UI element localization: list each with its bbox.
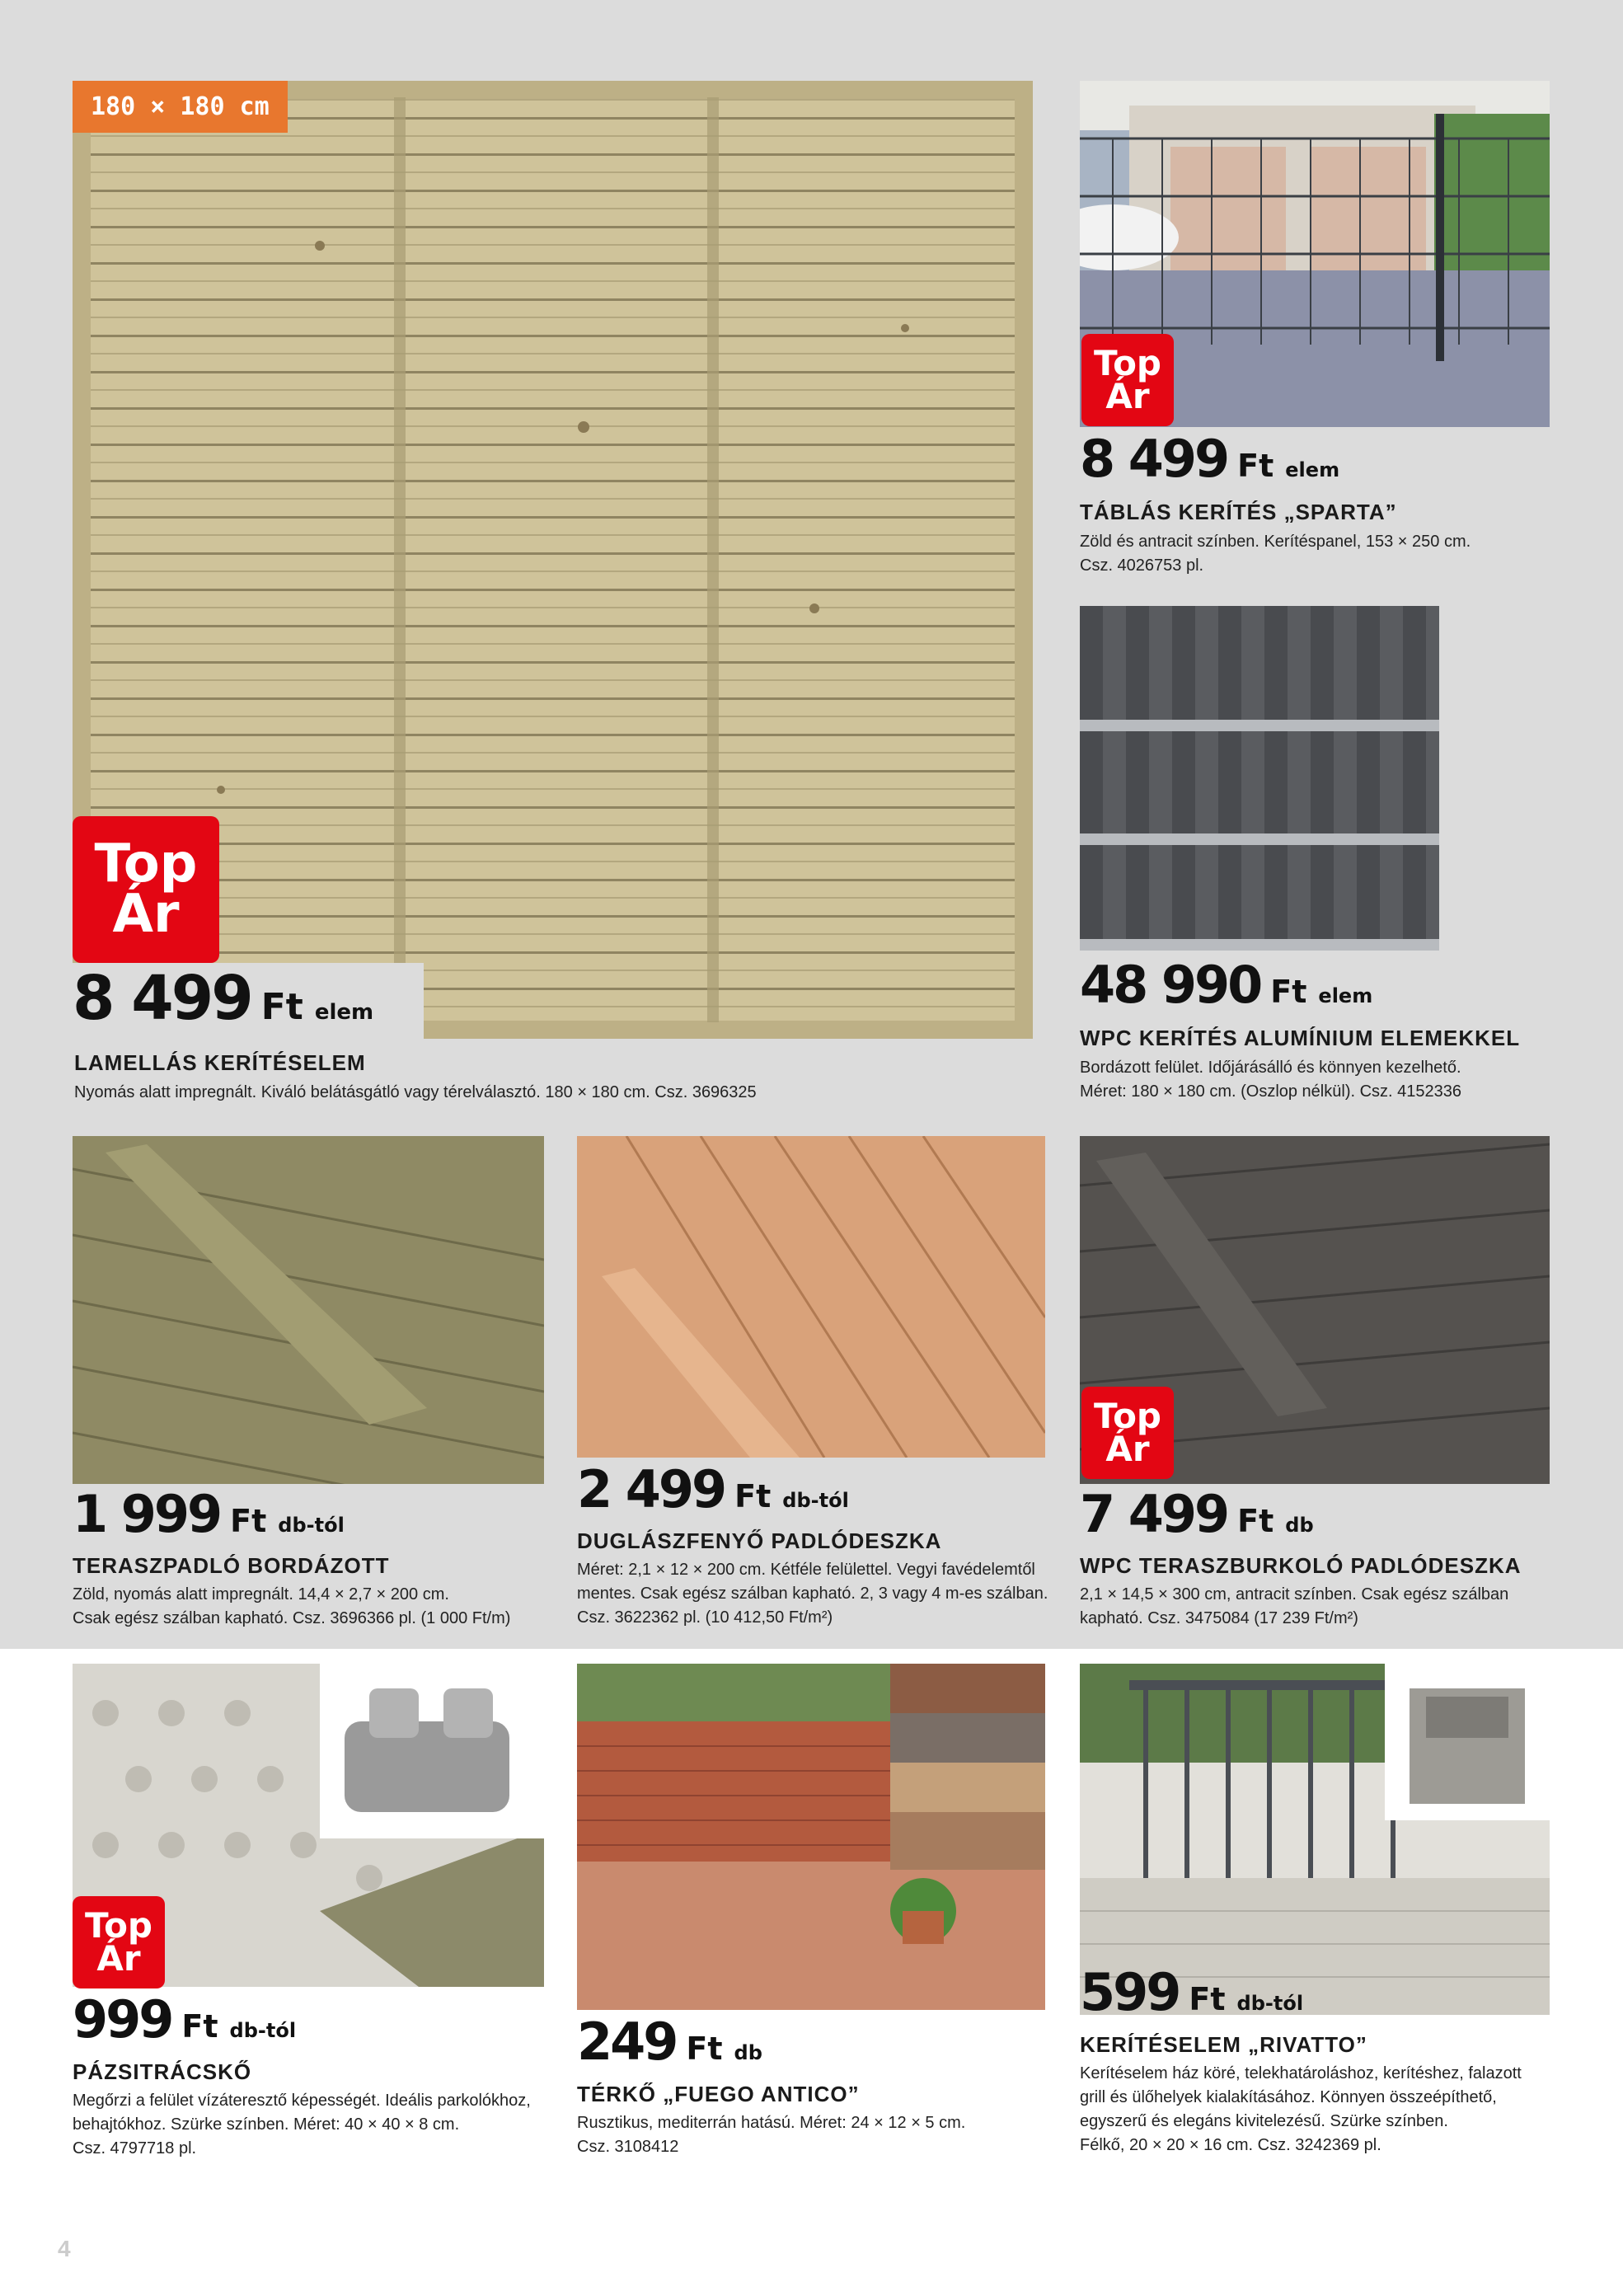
wpc-deck-title: WPC TERASZBURKOLÓ PADLÓDESZKA [1080,1553,1522,1578]
top-ar-badge [1081,334,1174,426]
price-value: 48 990 [1080,955,1261,1015]
price-unit: db-tól [782,1489,849,1512]
top-ar-badge [73,1896,165,1988]
price-currency: Ft [1237,1503,1274,1539]
price-value: 2 499 [577,1459,725,1519]
pazsit-title: PÁZSITRÁCSKŐ [73,2059,252,2084]
terko-description: Rusztikus, mediterrán hatású. Méret: 24 × 12 × 5 cm. Csz. 3108412 [577,2114,966,2156]
price-currency: Ft [1189,1981,1226,2017]
price-unit: elem [314,1000,374,1025]
price-currency: Ft [260,986,303,1028]
price-unit: elem [1285,458,1340,481]
terko-title: TÉRKŐ „FUEGO ANTICO” [577,2082,860,2106]
wpc-deck-price [1080,1484,1314,1544]
terko-image [577,1664,1045,2010]
price-currency: Ft [734,1478,772,1514]
teraszpadlo-price [73,1484,345,1544]
price-value: 7 499 [1080,1484,1228,1544]
teraszpadlo-description: Zöld, nyomás alatt impregnált. 14,4 × 2,7 × 200 cm. Csak egész szálban kapható. Csz. 3696366 pl. (1 000 Ft/m) [73,1585,511,1627]
top-ar-badge-line1: Top [1094,343,1161,384]
top-ar-badge-line2: Ár [1105,1429,1150,1469]
price-value: 999 [73,1989,172,2049]
size-badge: 180 × 180 cm [73,81,288,133]
rivatto-title: KERÍTÉSELEM „RIVATTO” [1080,2032,1367,2057]
lamellas-price [73,963,373,1034]
rivatto-price [1080,1962,1303,2022]
wpc-fence-title: WPC KERÍTÉS ALUMÍNIUM ELEMEKKEL [1080,1026,1521,1050]
top-ar-badge [73,816,219,963]
rivatto-description: Kerítéselem ház köré, telekhatároláshoz, kerítéshez, falazott grill és ülőhelyek kialakításához. Könnyen összeépíthető, egyszerű és elegáns kivitelezésű. Szürke színben. Félkő, 20 × 20 × 16 cm. Csz. 3242369 pl. [1080,2064,1522,2154]
lamellas-description: Nyomás alatt impregnált. Kiváló belátásgátló vagy térelválasztó. 180 × 180 cm. Csz. 3696325 [74,1083,757,1101]
top-ar-badge-line1: Top [85,1905,152,1946]
price-value: 1 999 [73,1484,221,1544]
price-unit: elem [1318,984,1373,1007]
lamellas-title: LAMELLÁS KERÍTÉSELEM [74,1050,366,1075]
top-ar-badge-line2: Ár [1105,376,1150,416]
top-ar-badge-line1: Top [1094,1396,1161,1437]
duglasz-price [577,1459,849,1519]
pazsit-description: Megőrzi a felület vízáteresztő képességét. Ideális parkolókhoz, behajtókhoz. Szürke színben. Méret: 40 × 40 × 8 cm. Csz. 4797718 pl. [73,2092,531,2157]
sparta-title: TÁBLÁS KERÍTÉS „SPARTA” [1080,500,1397,524]
wpc-fence-image [1080,606,1439,951]
price-currency: Ft [1270,974,1307,1010]
price-currency: Ft [230,1503,267,1539]
price-currency: Ft [1237,448,1274,484]
pazsit-price [73,1989,296,2049]
top-ar-badge-line1: Top [94,833,198,895]
wpc-deck-description: 2,1 × 14,5 × 300 cm, antracit színben. Csak egész szálban kapható. Csz. 3475084 (17 239 Ft/m²) [1080,1585,1509,1627]
price-unit: db-tól [278,1514,345,1537]
duglasz-description: Méret: 2,1 × 12 × 200 cm. Kétféle felülettel. Vegyi favédelemtől mentes. Csak egész szálban kapható. 2, 3 vagy 4 m-es szálban. Csz. 3622362 pl. (10 412,50 Ft/m²) [577,1561,1048,1627]
wpc-fence-description: Bordázott felület. Időjárásálló és könnyen kezelhető. Méret: 180 × 180 cm. (Oszlop nélkül). Csz. 4152336 [1080,1059,1462,1101]
duglasz-image [577,1136,1045,1458]
price-value: 8 499 [1080,429,1228,489]
sparta-price [1080,429,1339,489]
price-unit: db-tól [1236,1992,1304,2015]
page-number: 4 [58,2236,71,2261]
top-ar-badge-line2: Ár [112,884,180,945]
top-ar-badge-line2: Ár [96,1938,141,1979]
price-value: 249 [577,2012,677,2072]
price-currency: Ft [181,2008,218,2045]
sparta-description: Zöld és antracit színben. Kerítéspanel, 153 × 250 cm. Csz. 4026753 pl. [1080,533,1471,575]
price-unit: db [734,2041,762,2064]
top-ar-badge [1081,1387,1174,1479]
price-unit: db [1285,1514,1314,1537]
price-currency: Ft [686,2031,723,2067]
duglasz-title: DUGLÁSZFENYŐ PADLÓDESZKA [577,1528,942,1553]
wpc-fence-price [1080,955,1372,1015]
teraszpadlo-title: TERASZPADLÓ BORDÁZOTT [73,1553,390,1578]
price-value: 8 499 [73,963,251,1034]
price-value: 599 [1080,1962,1180,2022]
teraszpadlo-image [73,1136,544,1484]
terko-price [577,2012,762,2072]
price-unit: db-tól [229,2019,297,2042]
